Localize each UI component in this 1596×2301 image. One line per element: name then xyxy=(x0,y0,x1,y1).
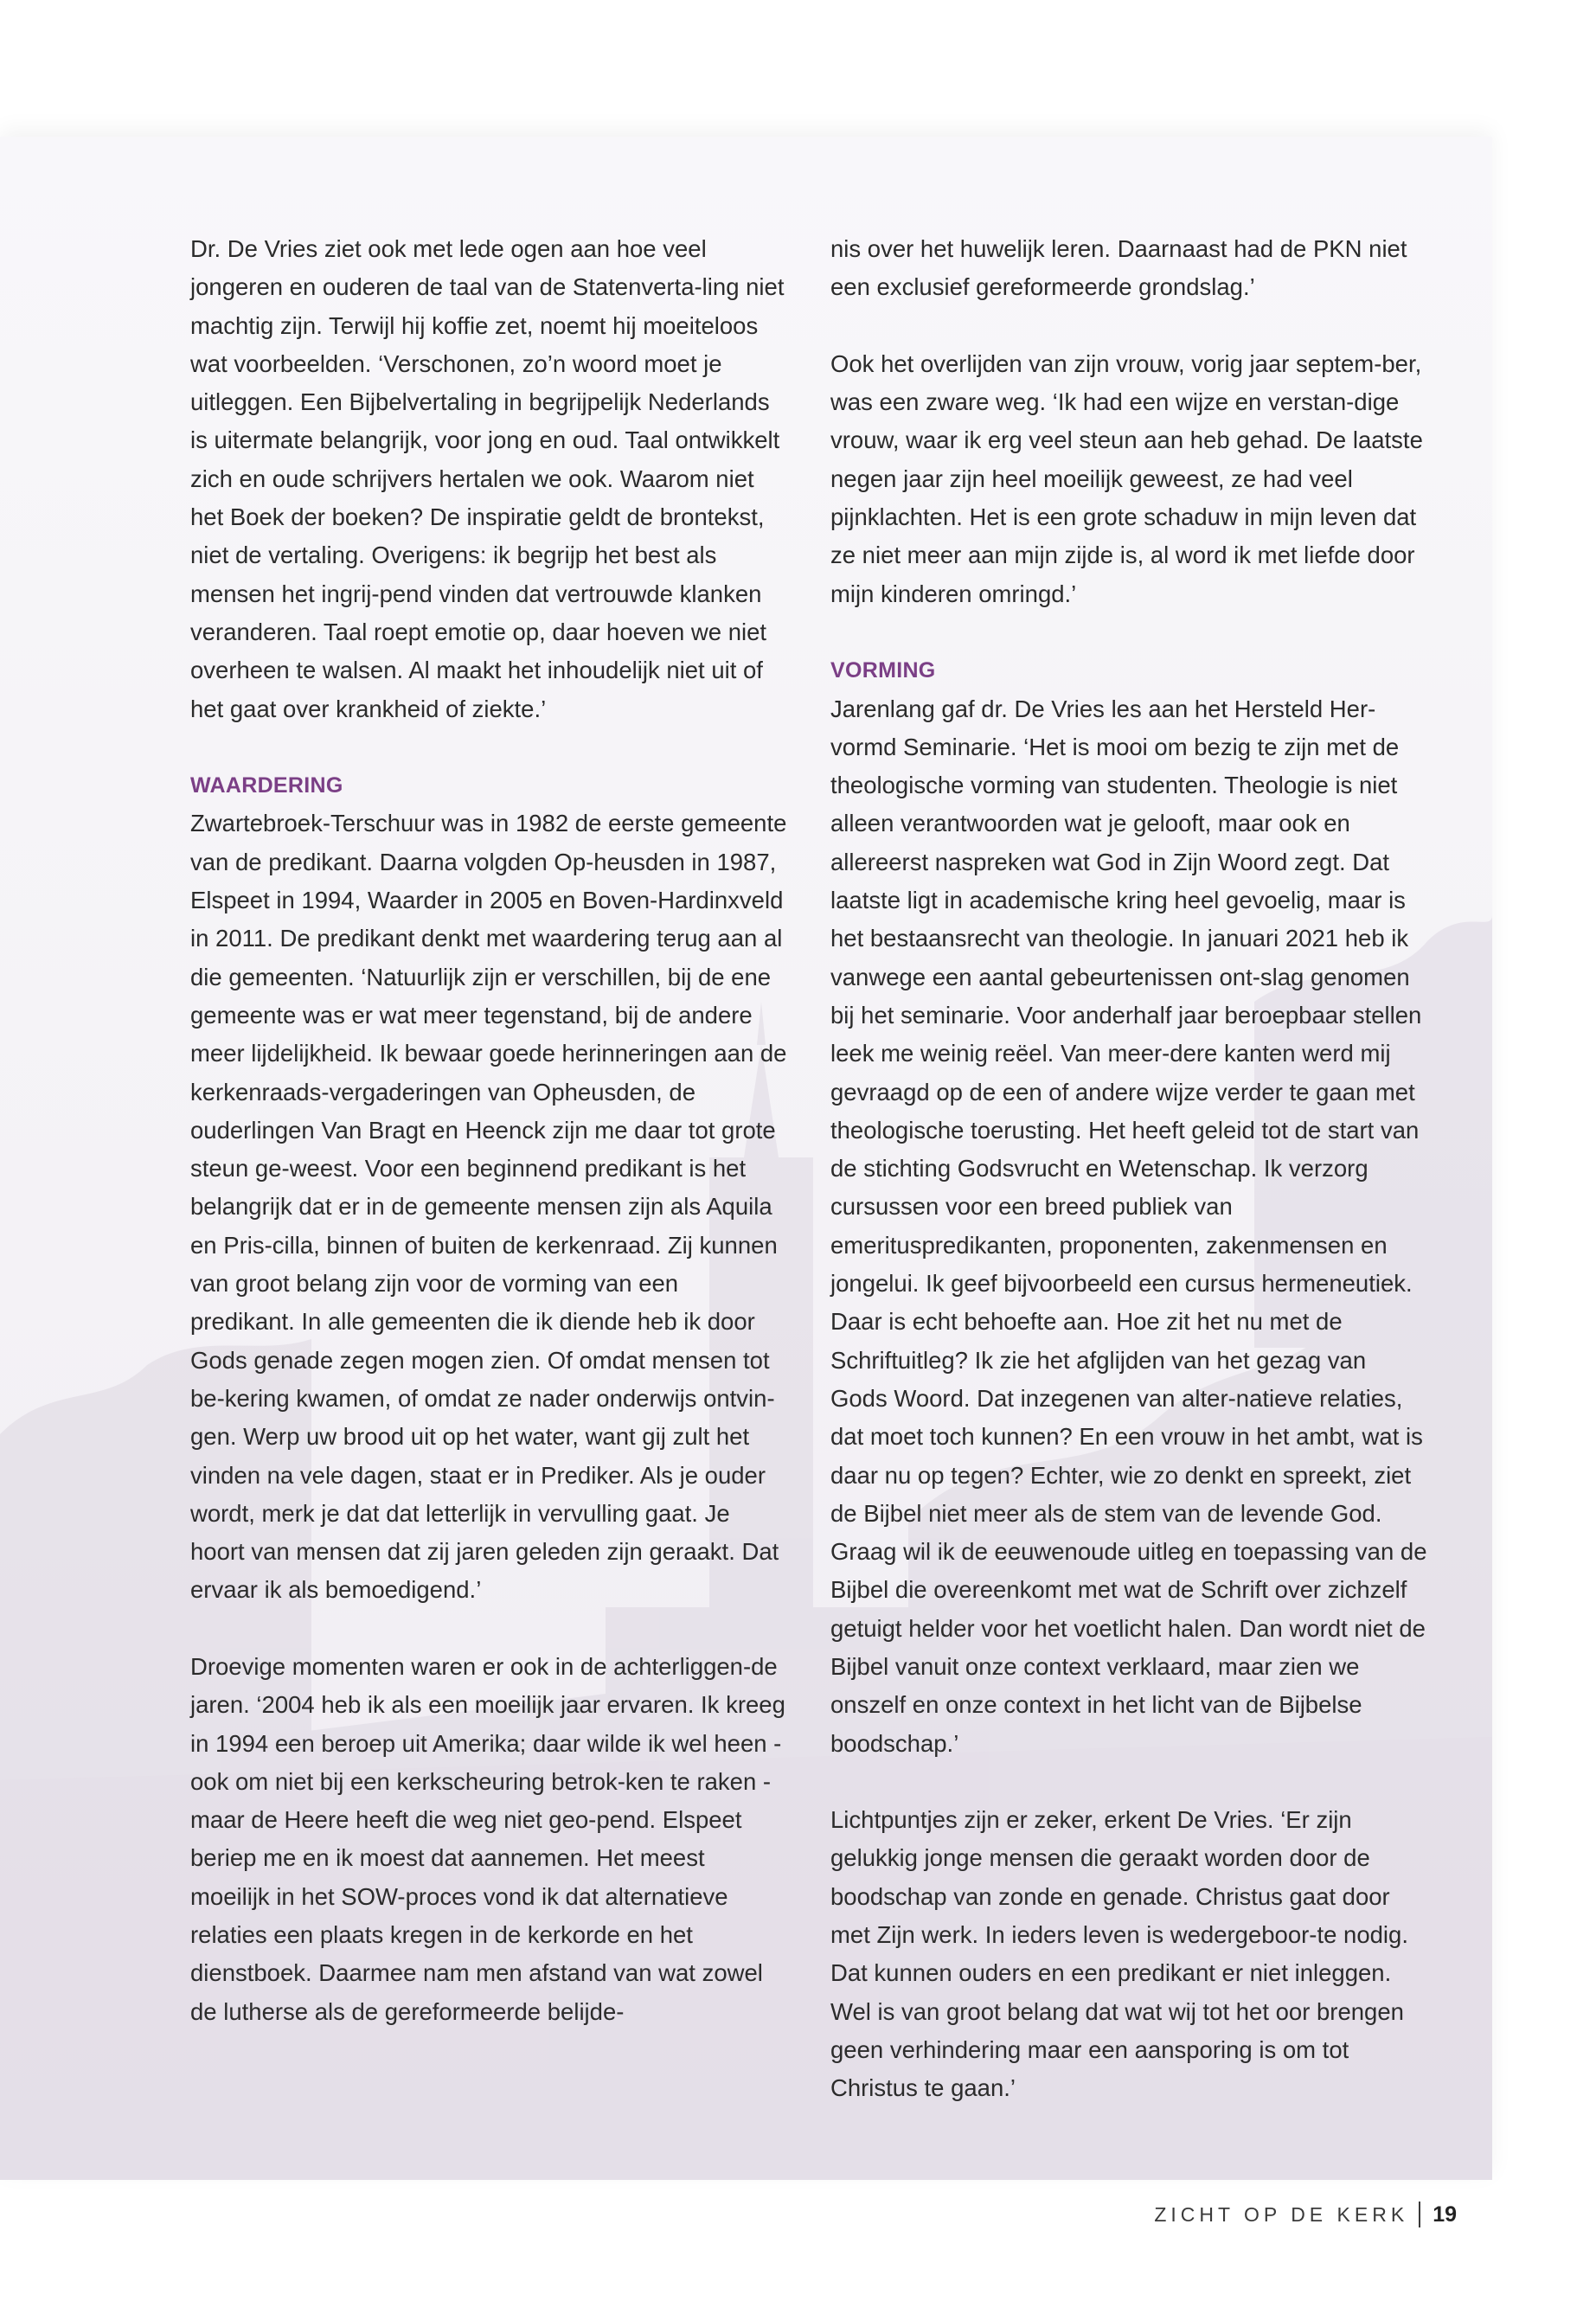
page-number: 19 xyxy=(1433,2202,1457,2227)
paragraph-droevige-momenten: Droevige momenten waren er ook in de achterliggen-de jaren. ‘2004 heb ik als een moeilijk jaar ervaren. Ik kreeg in 1994 een beroep uit Amerika; daar wilde ik wel heen - ook om niet bij een kerkscheuring betrok-ken te raken - maar de Heere heeft die weg niet geo-pend. Elspeet beriep me en ik moest dat aannemen. Het meest moeilijk in het SOW-proces vond ik dat alternatieve relaties een plaats kregen in de kerkorde en het dienstboek. Daarmee nam men afstand van wat zowel de lutherse als de gereformeerde belijde- xyxy=(190,1652,785,2025)
paragraph-vorming: Jarenlang gaf dr. De Vries les aan het Hersteld Her-vormd Seminarie. ‘Het is mooi om bezig te zijn met de theologische vorming van studenten. Theologie is niet alleen verantwoorden wat je gelooft, maar ook en allereerst naspreken wat God in Zijn Woord zegt. Dat laatste ligt in academische kring heel gevoelig, maar is het bestaansrecht van theologie. In januari 2021 heb ik vanwege een aantal gebeurtenissen ont-slag genomen bij het seminarie. Voor anderhalf jaar beroepbaar stellen leek me weinig reëel. Van meer-dere kanten werd mij gevraagd op de een of andere wijze verder te gaan met theologische toerusting. Het heeft geleid tot de start van de stichting Godsvrucht en Wetenschap. Ik verzorg cursussen voor een breed publiek van emerituspredikanten, proponenten, zakenmensen en jongelui. Ik geef bijvoorbeeld een cursus hermeneutiek. Daar is echt behoefte aan. Hoe zit het nu met de Schriftuitleg? Ik zie het afglijden van het gezag van Gods Woord. Dat inzegenen van alter-natieve relaties, dat moet toch kunnen? En een vrouw in het ambt, wat is daar nu op tegen? Echter, wie zo denkt en spreekt, ziet de Bijbel niet meer als de stem van de levende God. Graag wil ik de eeuwenoude uitleg en toepassing van de Bijbel die overeenkomt met wat de Schrift over zichzelf getuigt helder voor het voetlicht halen. Dan wordt niet de Bijbel vanuit onze context verklaard, maar zien we onszelf en onze context in het licht van de Bijbelse boodschap.’ xyxy=(830,695,1427,1757)
paragraph-continuation: nis over het huwelijk leren. Daarnaast had de PKN niet een exclusief gereformeerde grondslag.’ xyxy=(830,235,1407,301)
magazine-title: ZICHT OP DE KERK xyxy=(1154,2202,1409,2226)
footer-divider xyxy=(1419,2202,1420,2227)
paragraph-lichtpuntjes: Lichtpuntjes zijn er zeker, erkent De Vries. ‘Er zijn gelukkig jonge mensen die geraakt worden door de boodschap van zonde en genade. Christus gaat door met Zijn werk. In ieders leven is wedergeboor-te nodig. Dat kunnen ouders en een predikant er niet inleggen. Wel is van groot belang dat wat wij tot het oor brengen geen verhindering maar een aansporing is om tot Christus te gaan.’ xyxy=(830,1806,1408,2102)
section-heading-vorming: VORMING xyxy=(830,658,936,683)
article-panel xyxy=(0,137,1492,2180)
section-heading-waardering: WAARDERING xyxy=(190,773,343,798)
paragraph-intro: Dr. De Vries ziet ook met lede ogen aan hoe veel jongeren en ouderen de taal van de Statenverta-ling niet machtig zijn. Terwijl hij koffie zet, noemt hij moeiteloos wat voorbeelden. ‘Verschonen, zo’n woord moet je uitleggen. Een Bijbelvertaling in begrijpelijk Nederlands is uitermate belangrijk, voor jong en oud. Taal ontwikkelt zich en oude schrijvers hertalen we ook. Waarom niet het Boek der boeken? De inspiratie geldt de brontekst, niet de vertaling. Overigens: ik begrijp het best als mensen het ingrij-pend vinden dat vertrouwde klanken veranderen. Taal roept emotie op, daar hoeven we niet overheen te walsen. Al maakt het inhoudelijk niet uit of het gaat over krankheid of ziekte.’ xyxy=(190,235,785,722)
paragraph-overlijden: Ook het overlijden van zijn vrouw, vorig jaar septem-ber, was een zware weg. ‘Ik had een wijze en verstan-dige vrouw, waar ik erg veel steun aan heb gehad. De laatste negen jaar zijn heel moeilijk geweest, ze had veel pijnklachten. Het is een grote schaduw in mijn leven dat ze niet meer aan mijn zijde is, al word ik met liefde door mijn kinderen omringd.’ xyxy=(830,349,1423,607)
article-column-left xyxy=(190,230,787,2031)
article-column-right xyxy=(830,230,1427,2108)
paragraph-waardering: Zwartebroek-Terschuur was in 1982 de eerste gemeente van de predikant. Daarna volgden Op-heusden in 1987, Elspeet in 1994, Waarder in 2005 en Boven-Hardinxveld in 2011. De predikant denkt met waardering terug aan al die gemeenten. ‘Natuurlijk zijn er verschillen, bij de ene gemeente was er wat meer tegenstand, bij de andere meer lijdelijkheid. Ik bewaar goede herinneringen aan de kerkenraads-vergaderingen van Opheusden, de ouderlingen Van Bragt en Heenck zijn me daar tot grote steun ge-weest. Voor een beginnend predikant is het belangrijk dat er in de gemeente mensen zijn als Aquila en Pris-cilla, binnen of buiten de kerkenraad. Zij kunnen van groot belang zijn voor de vorming van een predikant. In alle gemeenten die ik diende heb ik door Gods genade zegen mogen zien. Of omdat mensen tot be-kering kwamen, of omdat ze nader onderwijs ontvin-gen. Werp uw brood uit op het water, want gij zult het vinden na vele dagen, staat er in Prediker. Als je ouder wordt, merk je dat dat letterlijk in vervulling gaat. Je hoort van mensen dat zij jaren geleden zijn geraakt. Dat ervaar ik als bemoedigend.’ xyxy=(190,810,787,1604)
page-footer xyxy=(1154,2197,1457,2232)
